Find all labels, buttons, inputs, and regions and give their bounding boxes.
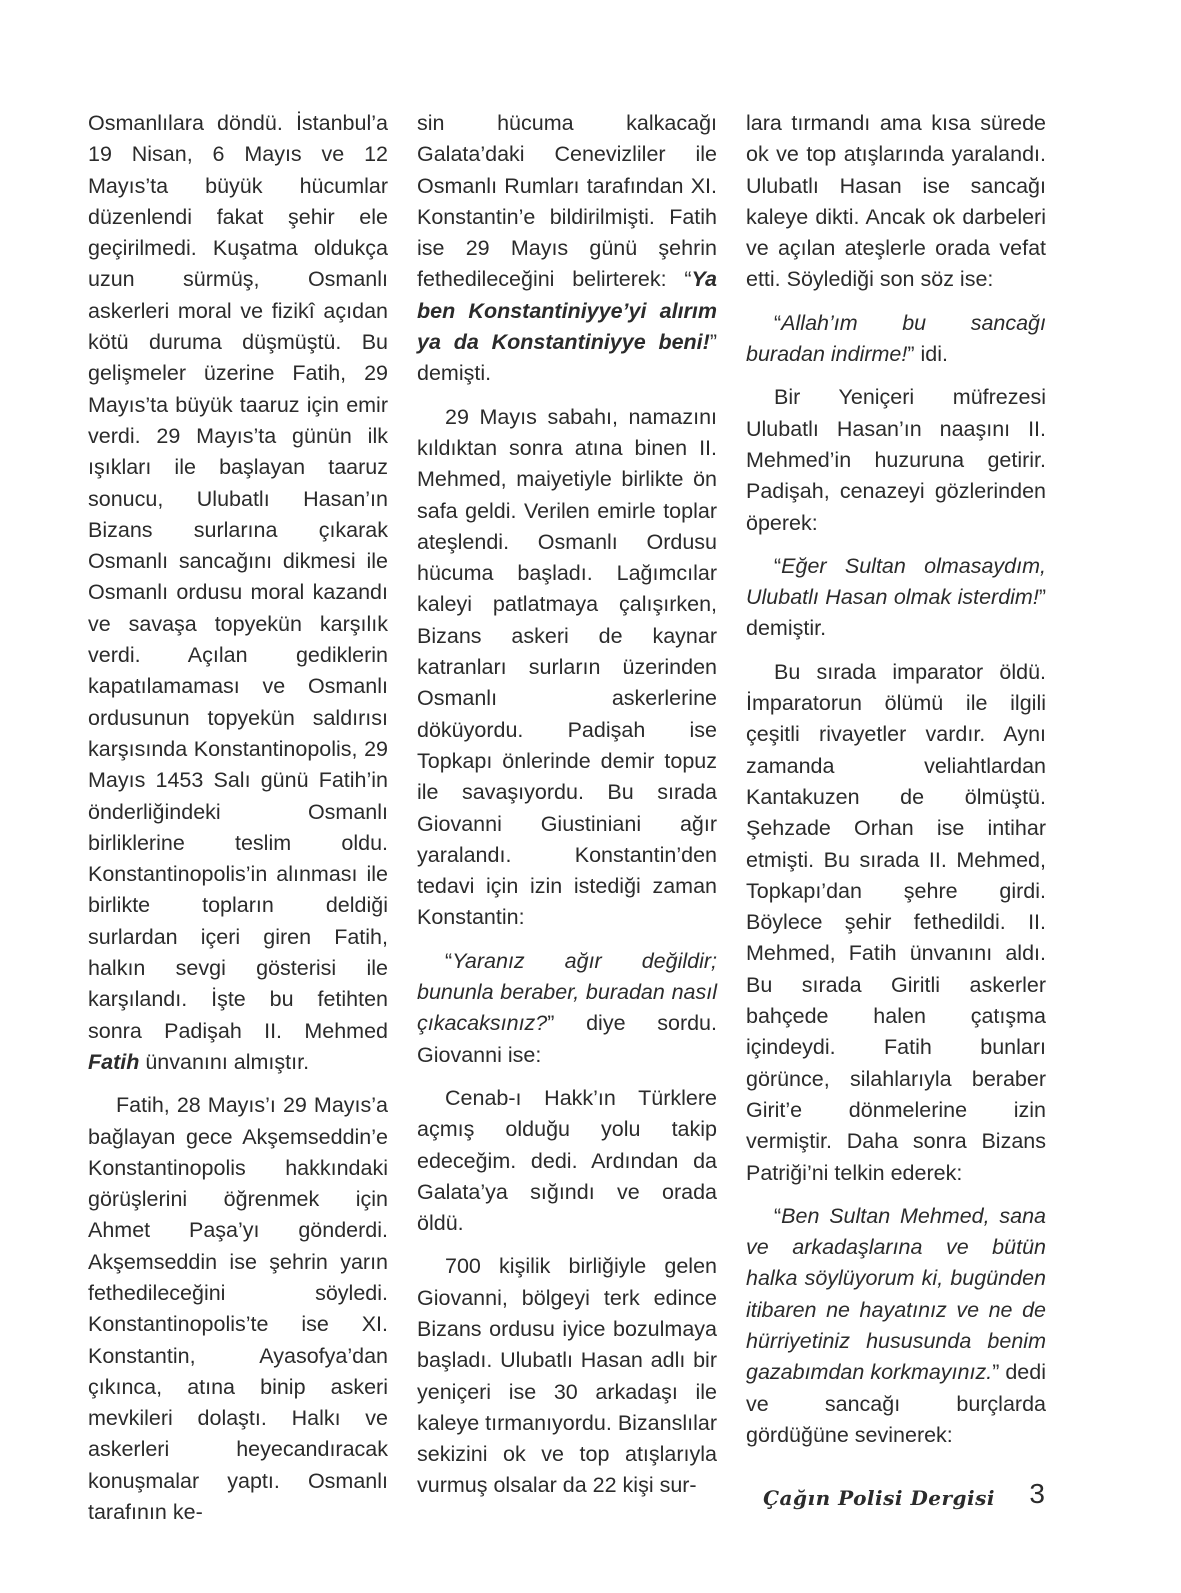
emphasis-fatih: Fatih [88, 1049, 140, 1074]
page-number: 3 [1029, 1478, 1045, 1509]
quote-bold: Ya ben Konstantiniyye’yi alırım ya da Konstantiniyye beni! [417, 267, 717, 355]
quote: Allah’ım bu sancağı buradan indirme! [746, 310, 1046, 367]
quote: Ben Sultan Mehmed, sana ve arkadaşlarına ve bütün halka söylüyorum ki, bugünden itibaren ne hayatınız ve ne de hürriyetiniz hususunda benim gazabımdan korkmayınız. [746, 1203, 1046, 1385]
quote-paragraph: “Allah’ım bu sancağı buradan indirme!” idi. [746, 310, 1046, 367]
paragraph: Osmanlılara döndü. İstanbul’a 19 Nisan, 6 Mayıs ve 12 Mayıs’ta büyük hücumlar düzenlendi fakat şehir ele geçirilmedi. Kuşatma oldukça uzun sürmüş, Osmanlı askerleri moral ve fizikî açıdan kötü duruma düşmüştü. Bu gelişmeler üzerine Fatih, 29 Mayıs’ta büyük taaruz için emir verdi. 29 Mayıs’ta günün ilk ışıkları ile başlayan taaruz sonucu, Ulubatlı Hasan’ın Bizans surlarına çıkarak Osmanlı sancağını dikmesi ile Osmanlı ordusu moral kazandı ve savaşa topyekün karşılık verdi. Açılan gediklerin kapatılamaması ve Osmanlı ordusunun topyekün saldırısı karşısında Konstantinopolis, 29 Mayıs 1453 Salı günü Fatih’in önderliğindeki Osmanlı birliklerine teslim oldu. Konstantinopolis’in alınması ile birlikte topların deldiği surlardan içeri giren Fatih, halkın sevgi gösterisi ile karşılandı. İşte bu fetihten sonra Padişah II. Mehmed Fatih ünvanını almıştır. [88, 111, 388, 1074]
paragraph: lara tırmandı ama kısa sürede ok ve top atışlarında yaralandı. Ulubatlı Hasan ise sancağı kaleye dikti. Ancak ok darbeleri ve açılan ateşlerle orada vefat etti. Söylediği son söz ise: [746, 111, 1046, 292]
quote: Eğer Sultan olmasaydım, Ulubatlı Hasan olmak isterdim! [746, 553, 1046, 610]
quote-paragraph: “Eğer Sultan olmasaydım, Ulubatlı Hasan olmak isterdim!” demiştir. [746, 553, 1046, 641]
quote: Yaranız ağır değildir; bununla beraber, buradan nasıl çıkacaksınız? [417, 948, 717, 1036]
text-column-1 [88, 108, 388, 1528]
paragraph: Fatih, 28 Mayıs’ı 29 Mayıs’a bağlayan gece Akşemseddin’e Konstantinopolis hakkındaki görüşlerini öğrenmek için Ahmet Paşa’yı gönderdi. Akşemseddin ise şehrin yarın fethedileceğini söyledi. Konstantinopolis’te ise XI. Konstantin, Ayasofya’dan çıkınca, atına binip askeri mevkileri dolaştı. Halkı ve askerleri heyecandıracak konuşmalar yaptı. Osmanlı tarafının ke- [88, 1093, 388, 1525]
quote-paragraph: “Yaranız ağır değildir; bununla beraber, buradan nasıl çıkacaksınız?” diye sordu. Giovanni ise: [417, 948, 717, 1067]
paragraph: sin hücuma kalkacağı Galata’daki Cenevizliler ile Osmanlı Rumları tarafından XI. Konstantin’e bildirilmişti. Fatih ise 29 Mayıs günü şehrin fethedileceğini belirterek: “Ya ben Konstantiniyye’yi alırım ya da Konstantiniyye beni!” demişti. [417, 111, 717, 386]
text-column-2 [417, 108, 717, 1502]
quote-paragraph: “Ben Sultan Mehmed, sana ve arkadaşlarına ve bütün halka söylüyorum ki, bugünden itibaren ne hayatınız ve ne de hürriyetiniz hususunda benim gazabımdan korkmayınız.” dedi ve sancağı burçlarda gördüğüne sevinerek: [746, 1203, 1046, 1447]
paragraph: Cenab-ı Hakk’ın Türklere açmış olduğu yolu takip edeceğim. dedi. Ardından da Galata’ya sığındı ve orada öldü. [417, 1085, 717, 1236]
paragraph: Bir Yeniçeri müfrezesi Ulubatlı Hasan’ın naaşını II. Mehmed’in huzuruna getirir. Padişah, cenazeyi gözlerinden öperek: [746, 385, 1046, 535]
magazine-title: Çağın Polisi Dergisi [763, 1486, 995, 1510]
paragraph: 700 kişilik birliğiyle gelen Giovanni, bölgeyi terk edince Bizans ordusu iyice bozulmaya başladı. Ulubatlı Hasan adlı bir yeniçeri ise 30 arkadaşı ile kaleye tırmanıyordu. Bizanslılar sekizini ok ve top atışlarıyla vurmuş olsalar da 22 kişi sur- [417, 1254, 717, 1498]
paragraph: Bu sırada imparator öldü. İmparatorun ölümü ile ilgili çeşitli rivayetler vardır. Aynı zamanda veliahtlardan Kantakuzen de ölmüştü. Şehzade Orhan ise intihar etmişti. Bu sırada II. Mehmed, Topkapı’dan şehre girdi. Böylece şehir fethedildi. II. Mehmed, Fatih ünvanını aldı. Bu sırada Giritli askerler bahçede halen çatışma içindeydi. Fatih bunları görünce, silahlarıyla beraber Girit’e dönmelerine izin vermiştir. Daha sonra Bizans Patriği’ni telkin ederek: [746, 659, 1046, 1185]
text-column-3 [746, 108, 1046, 1451]
paragraph: 29 Mayıs sabahı, namazını kıldıktan sonra atına binen II. Mehmed, maiyetiyle birlikte ön safa geldi. Verilen emirle toplar ateşlendi. Osmanlı Ordusu hücuma başladı. Lağımcılar kaleyi patlatmaya çalışırken, Bizans askeri de kaynar katranları surların üzerinden Osmanlı askerlerine döküyordu. Padişah ise Topkapı önlerinde demir topuz ile savaşıyordu. Bu sırada Giovanni Giustiniani ağır yaralandı. Konstantin’den tedavi için izin istediği zaman Konstantin: [417, 404, 717, 930]
